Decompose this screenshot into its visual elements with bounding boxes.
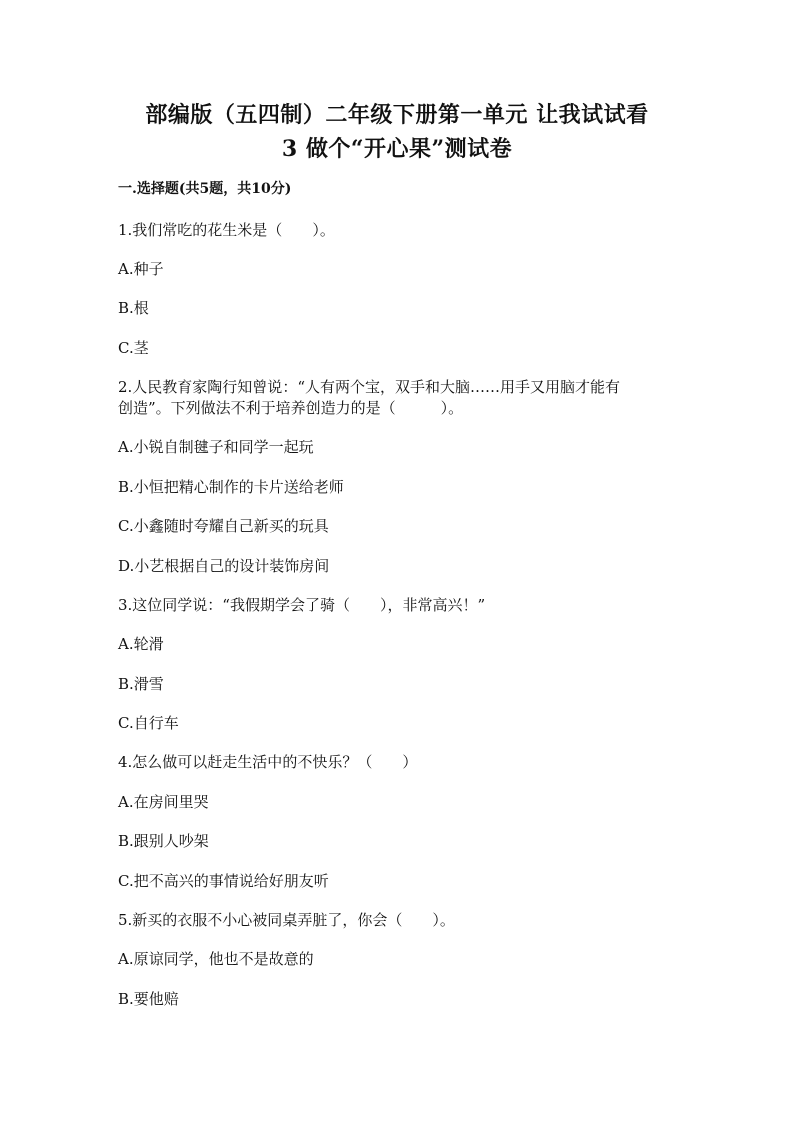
section-heading: 一.选择题(共5题，共10分) (118, 181, 292, 197)
question-3-option-c: C.自行车 (118, 714, 179, 732)
question-3-option-b: B.滑雪 (118, 675, 164, 693)
question-2-option-d: D.小艺根据自己的设计装饰房间 (118, 557, 330, 575)
question-5-stem: 5.新买的衣服不小心被同桌弄脏了，你会（ ）。 (118, 911, 455, 929)
question-1-stem: 1.我们常吃的花生米是（ ）。 (118, 221, 335, 239)
question-4-option-a: A.在房间里哭 (118, 793, 209, 811)
question-2-stem-line2: 创造”。下列做法不利于培养创造力的是（ ）。 (118, 399, 464, 417)
question-1-option-a: A.种子 (118, 260, 164, 278)
question-2-option-b: B.小恒把精心制作的卡片送给老师 (118, 478, 344, 496)
question-1-option-b: B.根 (118, 299, 149, 317)
question-4-stem: 4.怎么做可以赶走生活中的不快乐？（ ） (118, 753, 418, 771)
question-2-option-a: A.小锐自制毽子和同学一起玩 (118, 438, 314, 456)
question-3-option-a: A.轮滑 (118, 635, 164, 653)
question-5-option-a: A.原谅同学，他也不是故意的 (118, 950, 314, 968)
question-4-option-b: B.跟别人吵架 (118, 832, 209, 850)
question-2-option-c: C.小鑫随时夸耀自己新买的玩具 (118, 517, 329, 535)
question-3-stem: 3.这位同学说：“我假期学会了骑（ ），非常高兴！” (118, 596, 486, 614)
exam-title-line1: 部编版（五四制）二年级下册第一单元 让我试试看 (145, 102, 649, 128)
question-1-option-c: C.茎 (118, 339, 149, 357)
question-5-option-b: B.要他赔 (118, 990, 179, 1008)
question-2-stem-line1: 2.人民教育家陶行知曾说：“人有两个宝，双手和大脑……用手又用脑才能有 (118, 378, 620, 396)
question-4-option-c: C.把不高兴的事情说给好朋友听 (118, 872, 329, 890)
exam-title-line2: 3 做个“开心果”测试卷 (281, 136, 513, 162)
